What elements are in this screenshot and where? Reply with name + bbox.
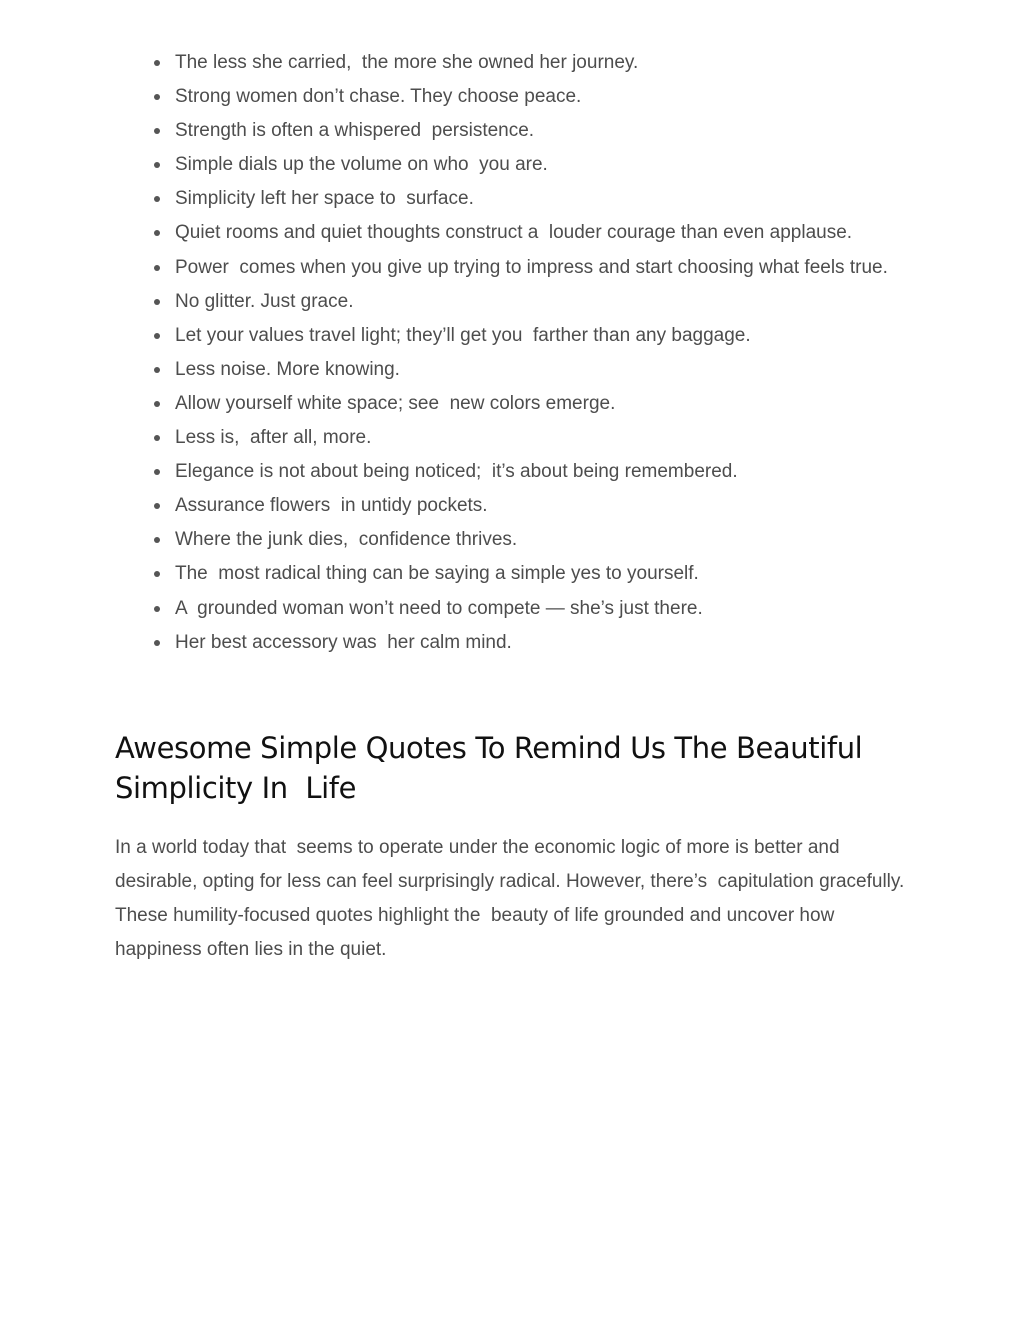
list-item (115, 353, 905, 387)
quote-text: Allow yourself white space; see new colors emerge. (175, 392, 616, 414)
list-item (115, 148, 905, 182)
quote-text: Strength is often a whispered persistence. (175, 120, 535, 142)
list-item (115, 46, 905, 80)
bullet-icon (154, 230, 160, 236)
bullet-icon (154, 401, 160, 407)
quote-text: Simplicity left her space to surface. (175, 188, 474, 210)
quote-text: The less she carried, the more she owned her journey. (175, 52, 639, 73)
list-item (115, 251, 905, 285)
bullet-icon (154, 537, 160, 543)
quote-text: Where the junk dies, confidence thrives. (175, 529, 518, 551)
list-item (115, 114, 905, 148)
list-item (115, 182, 905, 216)
quote-text: Less noise. More knowing. (175, 358, 400, 380)
list-item (115, 216, 905, 250)
list-item (115, 592, 905, 626)
bullet-icon (154, 640, 160, 646)
bullet-icon (154, 196, 160, 202)
quote-list (115, 46, 905, 660)
quote-text: No glitter. Just grace. (175, 290, 354, 312)
bullet-icon (154, 265, 160, 271)
list-item (115, 285, 905, 319)
bullet-icon (154, 435, 160, 441)
quote-text: Her best accessory was her calm mind. (175, 631, 512, 653)
bullet-icon (154, 333, 160, 339)
quote-text: Power comes when you give up trying to impress and start choosing what feels true. (175, 256, 888, 278)
bullet-icon (154, 60, 160, 66)
quote-text: Let your values travel light; they’ll get you farther than any baggage. (175, 324, 751, 346)
quote-text: Simple dials up the volume on who you are. (175, 154, 548, 176)
bullet-icon (154, 162, 160, 168)
quote-text: A grounded woman won’t need to compete — she’s just there. (175, 597, 703, 619)
bullet-icon (154, 128, 160, 134)
bullet-icon (154, 606, 160, 612)
bullet-icon (154, 299, 160, 305)
quote-text: Assurance flowers in untidy pockets. (175, 495, 488, 517)
bullet-icon (154, 503, 160, 509)
list-item (115, 523, 905, 557)
quote-text: The most radical thing can be saying a simple yes to yourself. (175, 563, 699, 585)
bullet-icon (154, 94, 160, 100)
list-item (115, 80, 905, 114)
bullet-icon (154, 367, 160, 373)
list-item (115, 557, 905, 591)
list-item (115, 489, 905, 523)
list-item (115, 319, 905, 353)
list-item (115, 626, 905, 660)
section-heading: Awesome Simple Quotes To Remind Us The Beautiful Simplicity In Life (115, 731, 872, 805)
intro-paragraph: In a world today that seems to operate under the economic logic of more is better and desirable, opting for less can feel surprisingly radical. However, there’s capitulation gracefully. These humility-focused quotes highlight the beauty of life grounded and uncover how happiness often lies in the quiet. (115, 837, 910, 960)
quote-text: Quiet rooms and quiet thoughts construct a louder courage than even applause. (175, 222, 853, 244)
list-item (115, 421, 905, 455)
bullet-icon (154, 571, 160, 577)
quote-text: Strong women don’t chase. They choose peace. (175, 86, 582, 108)
bullet-icon (154, 469, 160, 475)
quote-text: Elegance is not about being noticed; it’s about being remembered. (175, 461, 738, 483)
list-item (115, 387, 905, 421)
quote-text: Less is, after all, more. (175, 427, 372, 449)
list-item (115, 455, 905, 489)
